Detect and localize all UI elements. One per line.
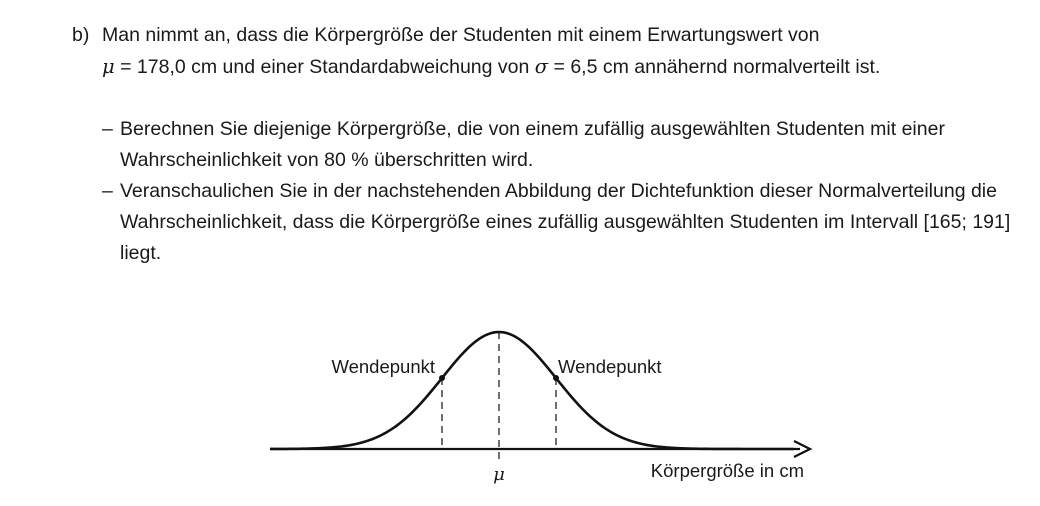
subtask-text: Berechnen Sie diejenige Körpergröße, die von einem zufällig ausgewählten Studenten mit einer Wahrscheinlichkeit von 80 % überschritten wird. [120,118,945,171]
intro-part-1: Man nimmt an, dass die Körpergröße der Studenten mit einem Erwartungswert von [102,24,820,46]
subtask-item [102,176,1012,269]
density-curve [270,332,794,449]
mu-tick-label: μ [493,464,505,485]
task-intro [102,20,1012,83]
subtask-list [72,114,1012,269]
intro-part-2: = 178,0 cm und einer Standardabweichung von [114,56,535,78]
bullet-dash: – [102,118,113,140]
bullet-dash: – [102,180,113,202]
axis-label: Körpergröße in cm [650,460,804,481]
task-label: b) [72,24,90,46]
left-inflection-point [439,375,445,381]
normal-distribution-figure [0,310,1040,506]
sigma-symbol: σ [534,55,549,78]
left-inflection-label: Wendepunkt [331,356,435,377]
right-inflection-label: Wendepunkt [558,356,662,377]
task-intro-row [72,20,1012,83]
task-b [72,20,1012,269]
subtask-text: Veranschaulichen Sie in der nachstehenden Abbildung der Dichtefunktion dieser Normalverteilung die Wahrscheinlichkeit, dass die Körpergröße eines zufällig ausgewählten Studenten im Intervall [165; 191] liegt. [120,180,1011,264]
mu-symbol: μ [102,55,115,78]
subtask-item [102,114,1012,176]
intro-part-3: = 6,5 cm annähernd normalverteilt ist. [548,56,881,78]
